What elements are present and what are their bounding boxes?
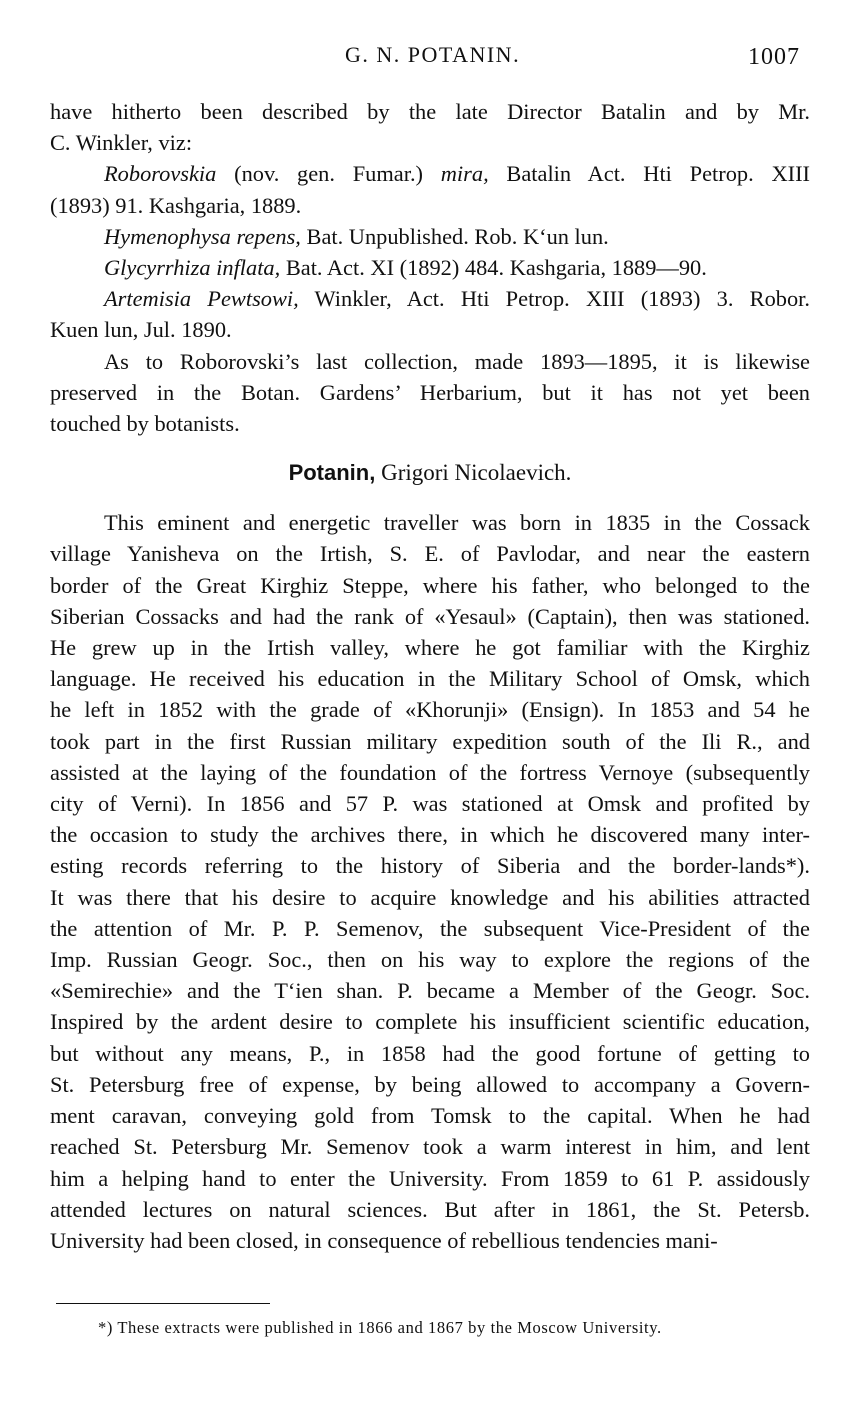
species-citation: Winkler, Act. Hti Petrop. XIII (1893) 3. Robor. xyxy=(298,286,810,312)
species-continuation: Kuen lun, Jul. 1890. xyxy=(50,317,232,343)
text-line: touched by botanists. xyxy=(50,411,240,437)
text-line: him a helping hand to enter the University. From 1859 to 61 P. assidously xyxy=(50,1165,810,1191)
species-entry xyxy=(50,158,810,189)
text-line: the attention of Mr. P. P. Semenov, the subsequent Vice-President of the xyxy=(50,915,810,941)
species-citation: Bat. Unpublished. Rob. Kʻun lun. xyxy=(300,223,609,249)
text-line: border of the Great Kirghiz Steppe, where his father, who belonged to the xyxy=(50,572,810,598)
heading-given-names: Grigori Nicolaevich. xyxy=(375,460,572,486)
text-line: Inspired by the ardent desire to complete his insufficient scientific education, xyxy=(50,1009,810,1035)
text-line: but without any means, P., in 1858 had the good fortune of getting to xyxy=(50,1040,810,1066)
text-line: Imp. Russian Geogr. Soc., then on his way to explore the regions of the xyxy=(50,947,810,973)
species-entry xyxy=(50,283,810,314)
species-entry xyxy=(50,252,810,283)
text-line: preserved in the Botan. Gardens’ Herbarium, but it has not yet been xyxy=(50,379,810,405)
text-line: esting records referring to the history of Siberia and the border-lands*). xyxy=(50,853,810,879)
footnote: *) These extracts were published in 1866 and 1867 by the Moscow University. xyxy=(98,1318,662,1337)
text-line: village Yanisheva on the Irtish, S. E. of Pavlodar, and near the eastern xyxy=(50,541,810,567)
text-line: Siberian Cossacks and had the rank of «Yesaul» (Captain), then was stationed. xyxy=(50,603,810,629)
text-line: C. Winkler, viz: xyxy=(50,130,193,156)
text-line: he left in 1852 with the grade of «Khorunji» (Ensign). In 1853 and 54 he xyxy=(50,697,810,723)
species-entry xyxy=(50,221,810,252)
text-line: As to Roborovski’s last collection, made 1893—1895, it is likewise xyxy=(104,348,810,374)
text-line: «Semirechie» and the Tʻien shan. P. became a Member of the Geogr. Soc. xyxy=(50,978,810,1004)
text-line: He grew up in the Irtish valley, where he got familiar with the Kirghiz xyxy=(50,635,810,661)
species-continuation: (1893) 91. Kashgaria, 1889. xyxy=(50,192,302,218)
text-line: language. He received his education in the Military School of Omsk, which xyxy=(50,666,810,692)
species-name: Artemisia Pewtsowi, xyxy=(104,286,299,312)
page-header xyxy=(0,42,850,82)
text-line: the occasion to study the archives there, in which he discovered many inter- xyxy=(50,822,810,848)
section-heading xyxy=(50,457,810,489)
text-line: This eminent and energetic traveller was born in 1835 in the Cossack xyxy=(104,510,810,536)
species-name: Hymenophysa repens, xyxy=(104,223,301,249)
biography-paragraph xyxy=(50,507,810,1256)
species-citation: Batalin Act. Hti Petrop. XIII xyxy=(488,161,810,187)
page-number: 1007 xyxy=(748,44,800,70)
text-line: ment caravan, conveying gold from Tomsk to the capital. When he had xyxy=(50,1103,810,1129)
text-line: took part in the first Russian military expedition south of the Ili R., and xyxy=(50,728,810,754)
text-line: attended lectures on natural sciences. But after in 1861, the St. Petersb. xyxy=(50,1196,810,1222)
text-line: It was there that his desire to acquire knowledge and his abilities attracted xyxy=(50,884,810,910)
text-line: city of Verni). In 1856 and 57 P. was stationed at Omsk and profited by xyxy=(50,791,810,817)
species-epithet: mira, xyxy=(440,161,489,187)
page-body xyxy=(50,96,810,1256)
text-line: St. Petersburg free of expense, by being allowed to accompany a Govern- xyxy=(50,1071,810,1097)
text-line: have hitherto been described by the late Director Batalin and by Mr. xyxy=(50,99,810,124)
genus-name: Roborovskia xyxy=(104,161,217,187)
species-citation: Bat. Act. XI (1892) 484. Kashgaria, 1889—90. xyxy=(280,255,707,281)
text-line: University had been closed, in consequence of rebellious tendencies mani- xyxy=(50,1227,718,1253)
species-name: Glycyrrhiza inflata, xyxy=(104,255,281,281)
heading-surname: Potanin, xyxy=(288,460,376,486)
text-line: assisted at the laying of the foundation of the fortress Vernoye (subsequently xyxy=(50,759,810,785)
text-line: reached St. Petersburg Mr. Semenov took a warm interest in him, and lent xyxy=(50,1134,810,1160)
footnote-rule xyxy=(56,1303,270,1304)
running-head: G. N. POTANIN. xyxy=(345,42,521,67)
species-note: (nov. gen. Fumar.) xyxy=(216,161,441,187)
